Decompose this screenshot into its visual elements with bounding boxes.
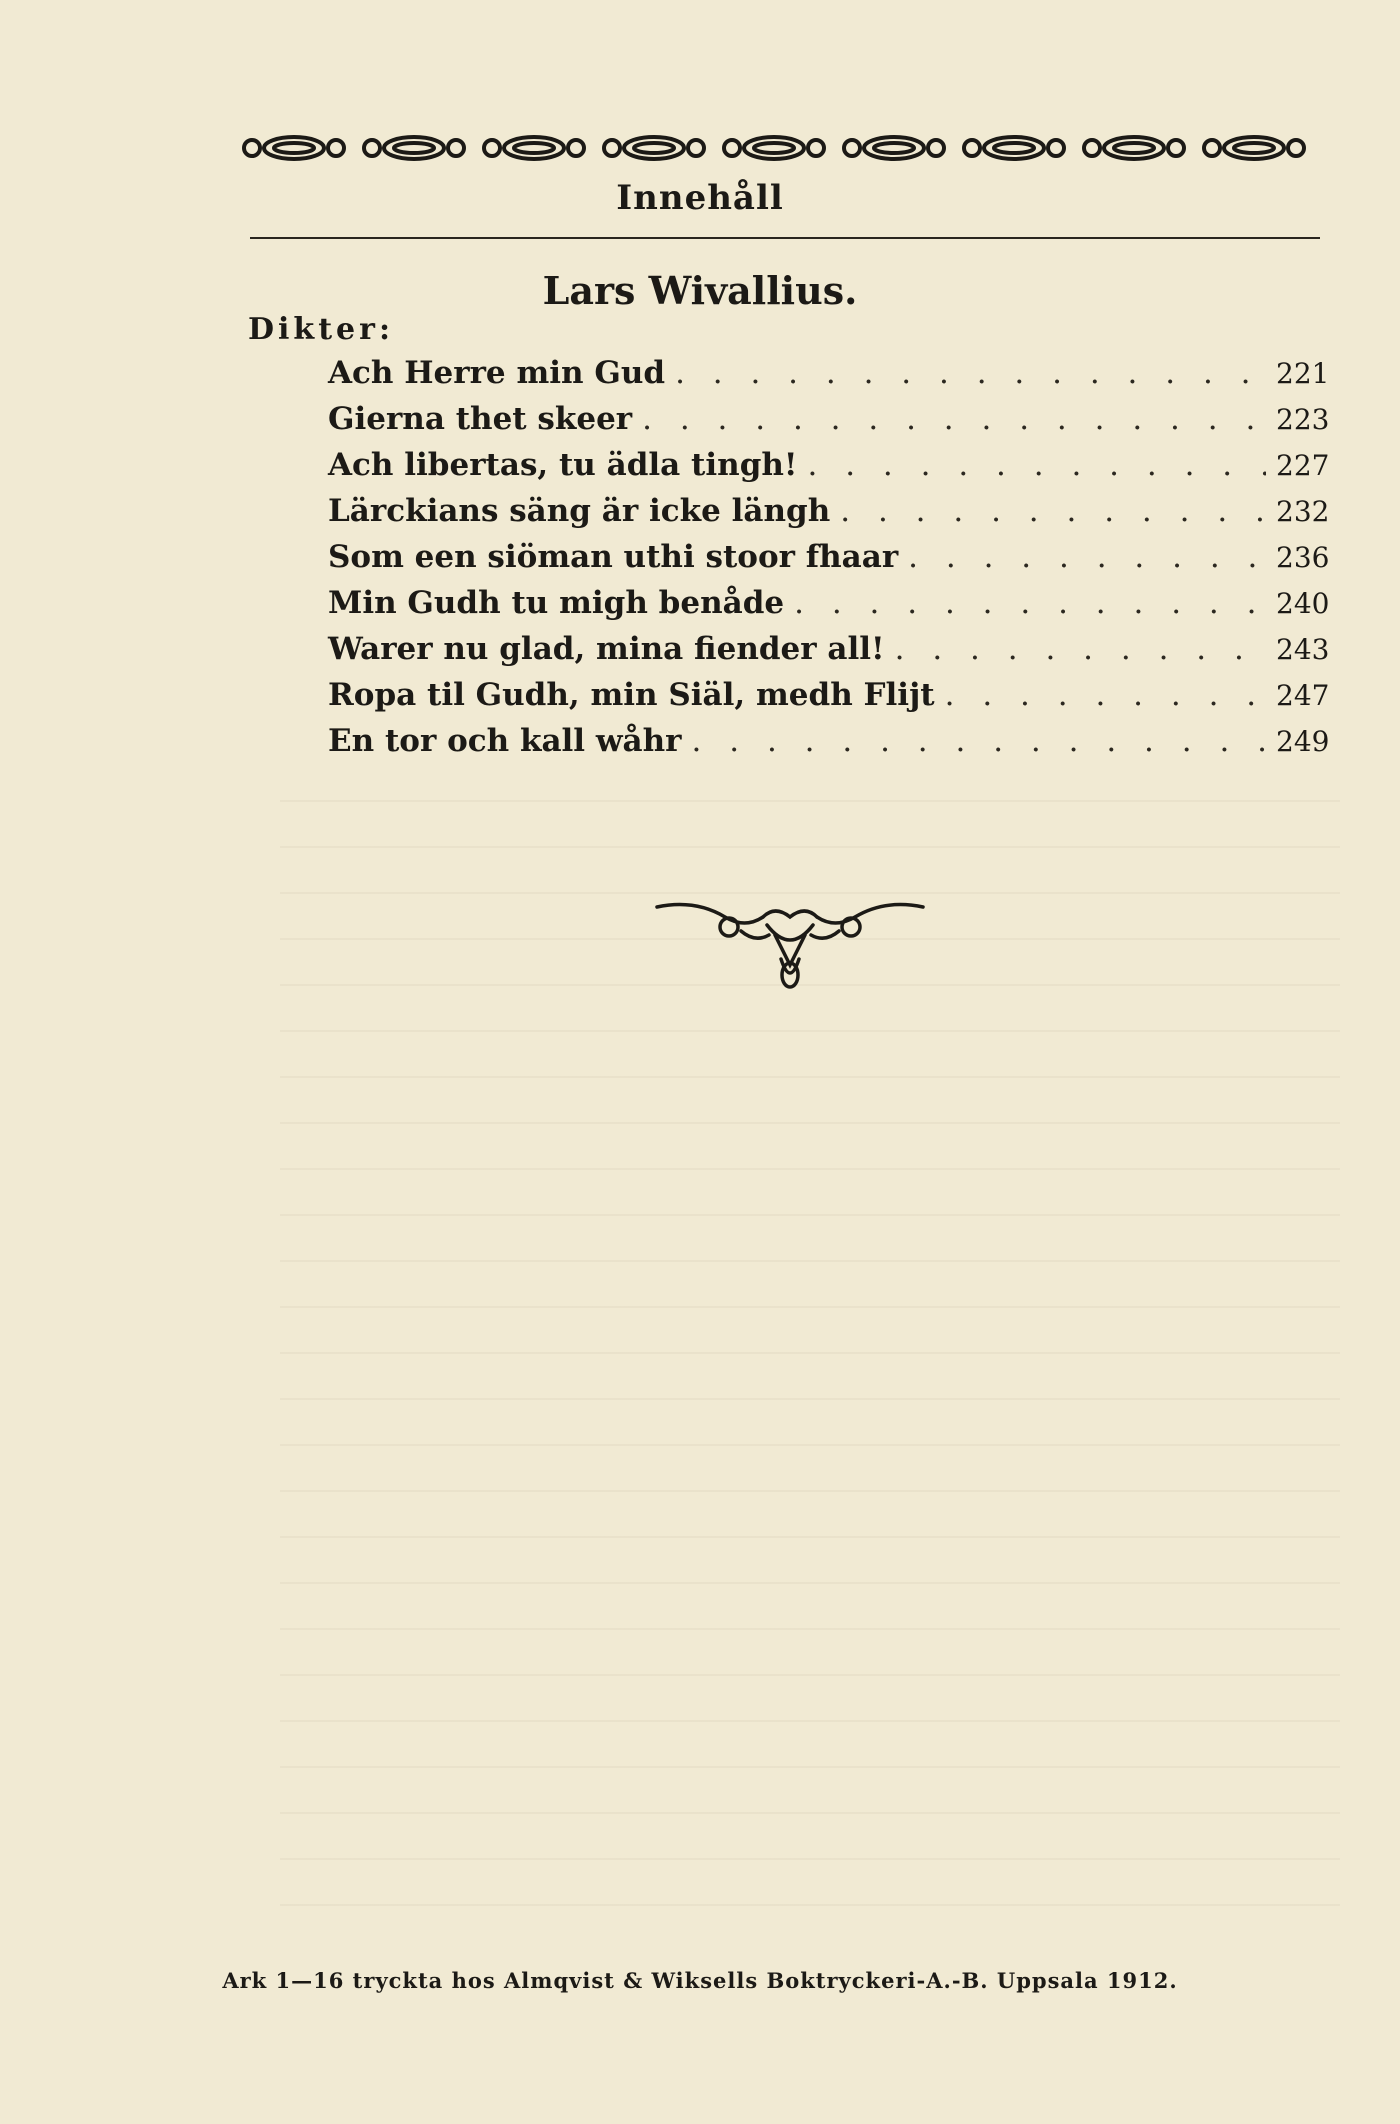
- fleuron-ornament: [655, 895, 925, 995]
- toc-entry: [328, 626, 1328, 672]
- toc-entry: [328, 534, 1328, 580]
- toc-entry-page: 232: [1276, 495, 1330, 528]
- printer-colophon: Ark 1—16 tryckta hos Almqvist & Wiksells Boktryckeri-A.-B. Uppsala 1912.: [222, 1968, 1178, 1993]
- dot-leader: [675, 350, 1266, 396]
- toc-entry-page: 247: [1276, 679, 1330, 712]
- toc-entry: [328, 672, 1328, 718]
- section-label: Dikter:: [248, 312, 395, 347]
- dot-leader: [642, 396, 1266, 442]
- dot-leader: [692, 718, 1266, 764]
- toc-entry: [328, 396, 1328, 442]
- toc-entry-page: 249: [1276, 725, 1330, 758]
- chain-border-ornament: [240, 128, 1322, 168]
- dot-leader: [840, 488, 1266, 534]
- toc-entry-page: 227: [1276, 449, 1330, 482]
- dot-leader: [895, 626, 1266, 672]
- toc-entry-title: Ropa til Gudh, min Siäl, medh Flijt: [328, 677, 935, 713]
- heading-rule: [250, 237, 1320, 239]
- dot-leader: [794, 580, 1266, 626]
- toc-entry: [328, 488, 1328, 534]
- toc-entry-title: Gierna thet skeer: [328, 401, 633, 437]
- dot-leader: [908, 534, 1266, 580]
- dot-leader: [808, 442, 1266, 488]
- page-heading: Innehåll: [616, 178, 784, 218]
- toc-entry-title: Warer nu glad, mina fiender all!: [328, 631, 885, 667]
- toc-entry: [328, 580, 1328, 626]
- toc-entry-title: Ach Herre min Gud: [328, 355, 666, 391]
- toc-entry-page: 243: [1276, 633, 1330, 666]
- toc-entry: [328, 442, 1328, 488]
- toc-entry-page: 223: [1276, 403, 1330, 436]
- toc-entry-page: 221: [1276, 357, 1330, 390]
- toc-entry-title: Min Gudh tu migh benåde: [328, 585, 785, 621]
- dot-leader: [945, 672, 1266, 718]
- toc-entry-title: Lärckians säng är icke längh: [328, 493, 831, 529]
- toc-entry-page: 236: [1276, 541, 1330, 574]
- toc-entry-title: Ach libertas, tu ädla tingh!: [328, 447, 798, 483]
- author-name: Lars Wivallius.: [542, 268, 858, 313]
- toc-entry: [328, 718, 1328, 764]
- table-of-contents: [328, 350, 1328, 764]
- toc-entry-title: En tor och kall wåhr: [328, 723, 682, 759]
- toc-entry-page: 240: [1276, 587, 1330, 620]
- toc-entry: [328, 350, 1328, 396]
- toc-entry-title: Som een siöman uthi stoor fhaar: [328, 539, 899, 575]
